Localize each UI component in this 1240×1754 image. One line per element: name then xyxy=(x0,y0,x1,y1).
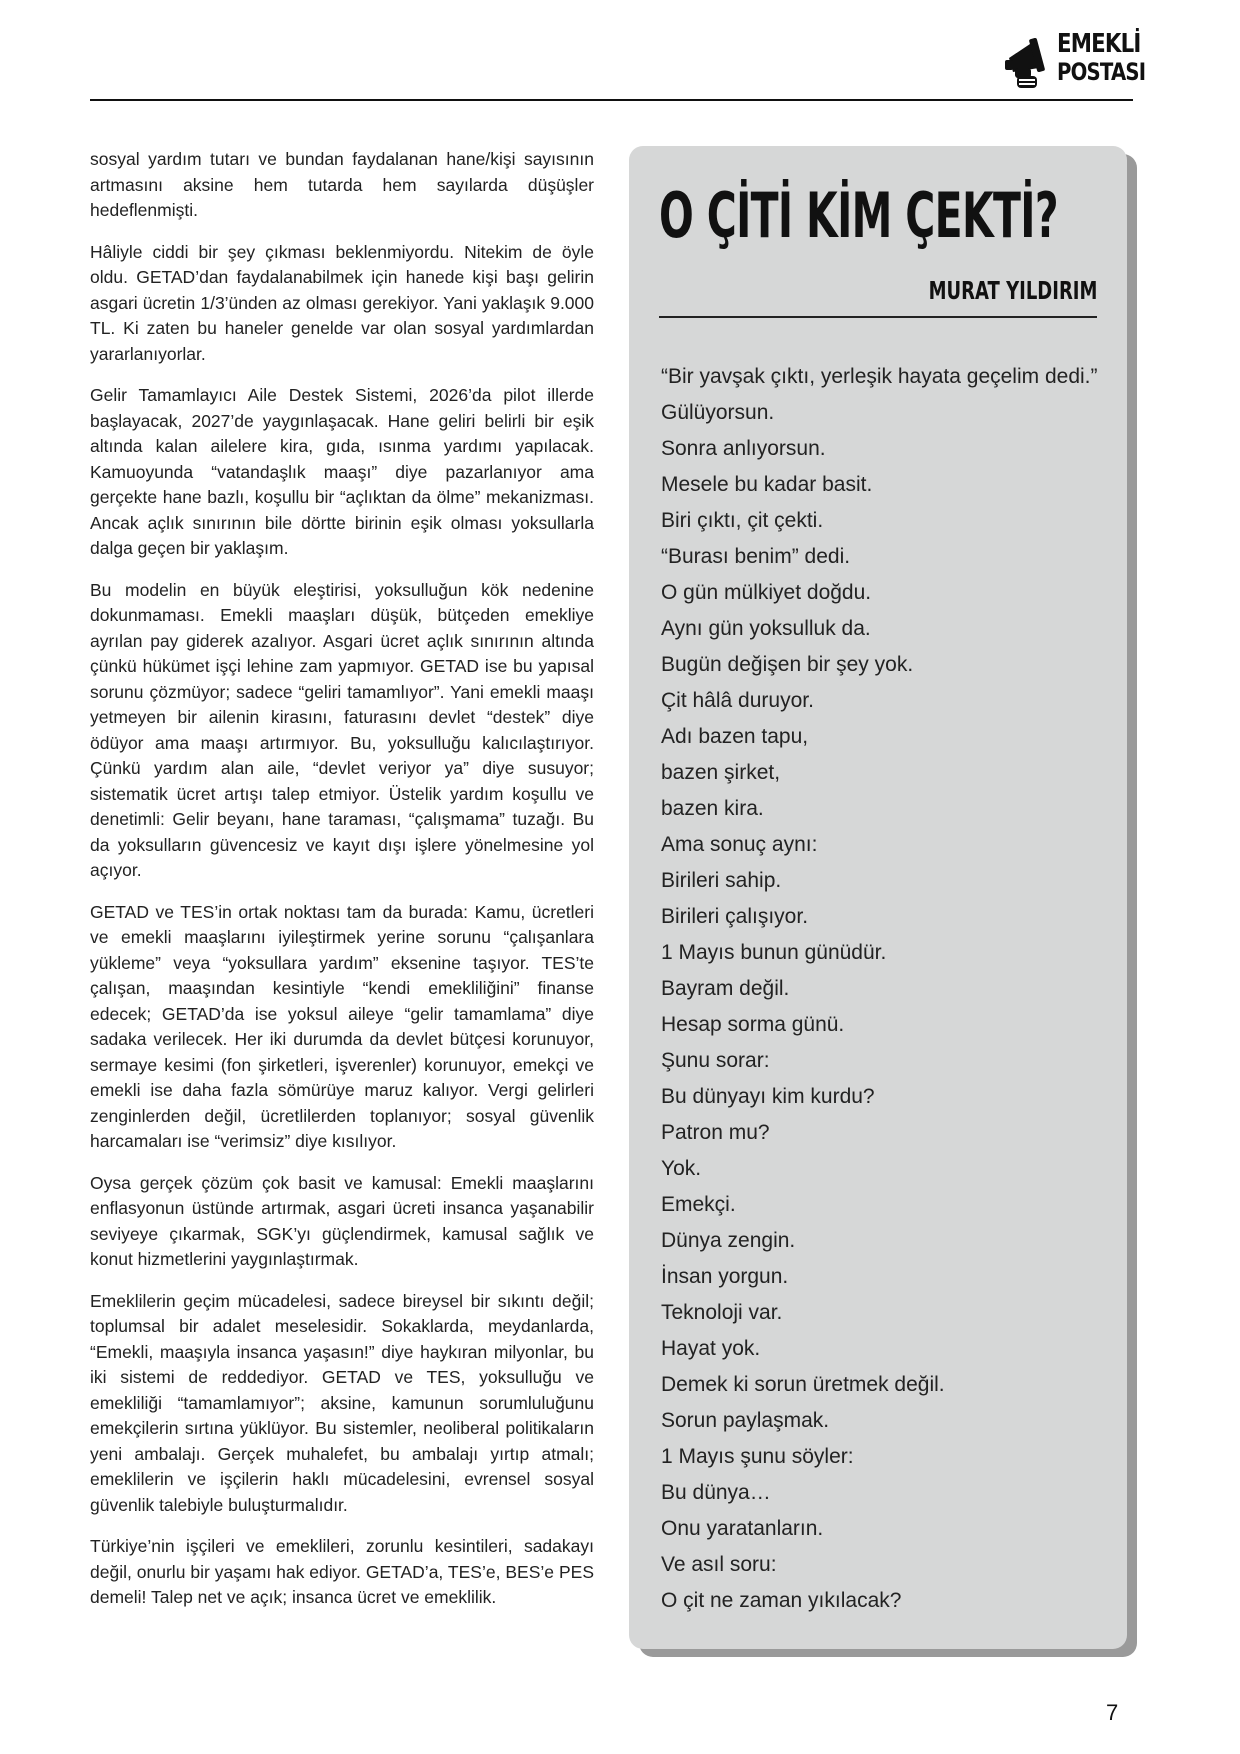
megaphone-fist-icon xyxy=(1003,28,1059,90)
poem-line: Dünya zengin. xyxy=(661,1229,796,1252)
poem-line: Bu dünya… xyxy=(661,1481,771,1504)
article-paragraph: Hâliyle ciddi bir şey çıkması beklenmiyordu. Nitekim de öyle oldu. GETAD’dan faydalanabilmek için hanede kişi başı gelirin asgari ücretin 1/3’ünden az olması gerekiyor. Yani yaklaşık 9.000 TL. Ki zaten bu haneler genelde var olan sosyal yardımlardan yararlanıyorlar. xyxy=(90,241,594,364)
poem-line: Hayat yok. xyxy=(661,1337,761,1360)
poem-line: Çit hâlâ duruyor. xyxy=(661,689,814,712)
header-rule xyxy=(90,99,1133,101)
poem-line: Ama sonuç aynı: xyxy=(661,833,818,856)
poem-line: Şunu sorar: xyxy=(661,1049,770,1072)
poem-line: Biri çıktı, çit çekti. xyxy=(661,509,824,532)
poem-line: bazen kira. xyxy=(661,797,764,820)
article-paragraph: Gelir Tamamlayıcı Aile Destek Sistemi, 2026’da pilot illerde başlayacak, 2027’de yaygınlaşacak. Hane geliri belirli bir eşik altında kalan ailelere kira, gıda, ısınma yardımı yapılacak. Kamuoyunda “vatandaşlık maaşı” diye pazarlanıyor ama gerçekte hane bazlı, koşullu bir “açlıktan da ölme” mekanizması. Ancak açlık sınırının bile dörtte birinin eşik olması yoksullarla dalga geçen bir yaklaşım. xyxy=(90,385,594,558)
poem-line: Birileri sahip. xyxy=(661,869,782,892)
poem-line: Bayram değil. xyxy=(661,977,790,1000)
poem-line: O çit ne zaman yıkılacak? xyxy=(661,1589,902,1612)
poem-line: Patron mu? xyxy=(661,1121,770,1144)
poem-line: Sonra anlıyorsun. xyxy=(661,437,826,460)
poem-line: Onu yaratanların. xyxy=(661,1517,824,1540)
poem-line: Birileri çalışıyor. xyxy=(661,905,809,928)
poem-line: Gülüyorsun. xyxy=(661,401,775,424)
author-rule xyxy=(659,316,1097,318)
poem-line: Sorun paylaşmak. xyxy=(661,1409,830,1432)
poem-line: Emekçi. xyxy=(661,1193,736,1216)
sidebar-poem-box xyxy=(629,146,1127,1649)
poem-author: MURAT YILDIRIM xyxy=(928,276,1097,305)
emekli-postasi-logo xyxy=(1003,28,1146,94)
poem-line: O gün mülkiyet doğdu. xyxy=(661,581,872,604)
poem-line: 1 Mayıs şunu söyler: xyxy=(661,1445,854,1468)
article-paragraph: Emeklilerin geçim mücadelesi, sadece bireysel bir sıkıntı değil; toplumsal bir adalet meselesidir. Sokaklarda, meydanlarda, “Emekli, maaşıyla insanca yaşasın!” diye haykıran milyonlar, bu iki sistemi de reddediyor. GETAD ve TES, yoksulluğu ve emekliliği “tamamlamıyor”; aksine, kamunun sorumluluğunu emekçilerin sırtına yüklüyor. Bu sistemler, neoliberal politikaların yeni ambalajı. Gerçek muhalefet, bu ambalajı yırtıp atmalı; emeklilerin ve işçilerin haklı mücadelesini, evrensel sosyal güvenlik talebiyle buluşturmalıdır. xyxy=(90,1290,594,1515)
poem-line: Aynı gün yoksulluk da. xyxy=(661,617,871,640)
poem-line: Yok. xyxy=(661,1157,702,1180)
page-number: 7 xyxy=(1106,1700,1119,1725)
article-paragraph: Türkiye’nin işçileri ve emeklileri, zorunlu kesintileri, sadakayı değil, onurlu bir yaşamı hak ediyor. GETAD’a, TES’e, BES’e PES demeli! Talep net ve açık; insanca ücret ve emeklilik. xyxy=(90,1536,594,1607)
logo-wordmark: EMEKLİ POSTASI xyxy=(1057,29,1146,86)
poem-lines xyxy=(661,359,1101,1619)
poem-title: O ÇİTİ KİM ÇEKTİ? xyxy=(659,179,1058,252)
poem-line: Bu dünyayı kim kurdu? xyxy=(661,1085,875,1108)
poem-line: İnsan yorgun. xyxy=(661,1265,789,1288)
poem-line: 1 Mayıs bunun günüdür. xyxy=(661,941,887,964)
poem-line: Mesele bu kadar basit. xyxy=(661,473,873,496)
poem-line: Demek ki sorun üretmek değil. xyxy=(661,1373,945,1396)
article-paragraph: GETAD ve TES’in ortak noktası tam da burada: Kamu, ücretleri ve emekli maaşlarını iyileştirmek yerine sorunu “çalışanlara yükleme” veya “yoksullara yardım” eksenine taşıyor. TES’te çalışan, maaşından kesintiyle “kendi emekliliğini” finanse edecek; GETAD’da ise yoksul aileye “gelir tamamlama” diye sadaka verilecek. Her iki durumda da devlet bütçesi korunuyor, sermaye kesimi (fon şirketleri, işverenler) korunuyor, emekçi ve emekli ise daha fazla sömürüye maruz kalıyor. Vergi gelirleri zenginlerden değil, ücretlilerden toplanıyor; sosyal güvenlik harcamaları ise “verimsiz” diye kısılıyor. xyxy=(90,901,594,1151)
article-paragraph: Bu modelin en büyük eleştirisi, yoksulluğun kök nedenine dokunmaması. Emekli maaşları düşük, bütçeden emekliye ayrılan pay giderek azalıyor. Asgari ücret açlık sınırının altında çünkü hükümet işçi lehine zam yapmıyor. GETAD ise bu yapısal sorunu çözmüyor; sadece “geliri tamamlıyor”. Yani emekli maaşı yetmeyen bir ailenin kirasını, faturasını devlet “destek” diye ödüyor ama maaşı artırmıyor. Bu, yoksulluğu kalıcılaştırıyor. Çünkü yardım alan aile, “devlet veriyor ya” diye susuyor; sistematik ücret artışı talep etmiyor. Üstelik yardım koşullu ve denetimli: Gelir beyanı, hane taraması, “çalışmama” tuzağı. Bu da yoksulların güvencesiz ve kayıt dışı işlere yönelmesine yol açıyor. xyxy=(90,579,594,880)
poem-line: Adı bazen tapu, xyxy=(661,725,809,748)
poem-line: “Bir yavşak çıktı, yerleşik hayata geçelim dedi.” xyxy=(661,365,1098,388)
poem-line: “Burası benim” dedi. xyxy=(661,545,851,568)
article-paragraph: sosyal yardım tutarı ve bundan faydalanan hane/kişi sayısının artmasını aksine hem tutarda hem sayılarda düşüşler hedeflenmişti. xyxy=(90,149,594,220)
poem-line: bazen şirket, xyxy=(661,761,781,784)
poem-line: Hesap sorma günü. xyxy=(661,1013,845,1036)
poem-line: Teknoloji var. xyxy=(661,1301,783,1324)
poem-line: Ve asıl soru: xyxy=(661,1553,777,1576)
article-body xyxy=(90,147,594,1627)
poem-line: Bugün değişen bir şey yok. xyxy=(661,653,914,676)
article-paragraph: Oysa gerçek çözüm çok basit ve kamusal: Emekli maaşlarını enflasyonun üstünde artırmak, asgari ücreti insanca yaşanabilir seviyeye çıkarmak, SGK’yı güçlendirmek, kamusal sağlık ve konut hizmetlerini yaygınlaştırmak. xyxy=(90,1172,594,1269)
